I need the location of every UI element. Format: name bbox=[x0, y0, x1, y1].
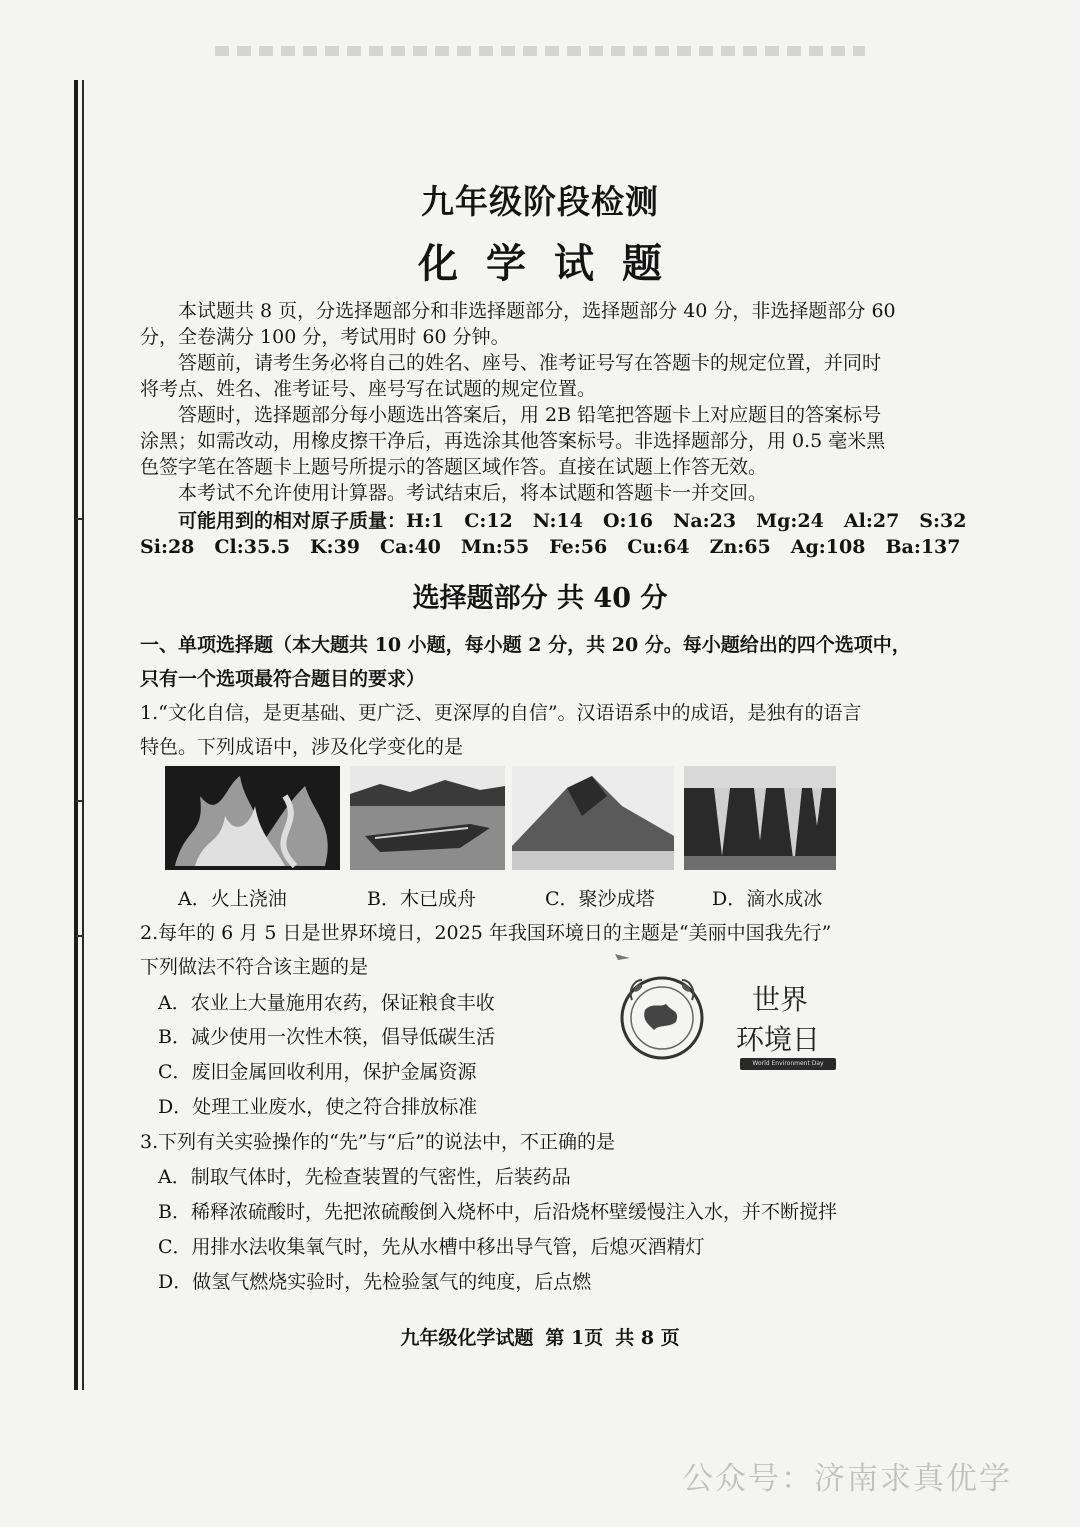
instruction-line: 分，全卷满分 100 分，考试用时 60 分钟。 bbox=[140, 326, 510, 348]
instruction-line: 本试题共 8 页，分选择题部分和非选择题部分，选择题部分 40 分，非选择题部分 60 bbox=[178, 300, 896, 322]
atomic-mass-row-1: 可能用到的相对原子质量：H:1 C:12 N:14 O:16 Na:23 Mg:24 Al:27 S:32 bbox=[178, 510, 967, 532]
binding-mark bbox=[76, 518, 82, 520]
subject-title: 化 学 试 题 bbox=[418, 240, 662, 287]
q1-option-b: B．木已成舟 bbox=[367, 888, 476, 910]
question-2-stem: 2.每年的 6 月 5 日是世界环境日，2025 年我国环境日的主题是“美丽中国我先行” bbox=[140, 922, 832, 944]
q1-option-a: A．火上浇油 bbox=[178, 888, 287, 910]
instruction-line: 本考试不允许使用计算器。考试结束后，将本试题和答题卡一并交回。 bbox=[178, 482, 768, 504]
q2-option-c: C．废旧金属回收利用，保护金属资源 bbox=[158, 1061, 477, 1083]
boat-image bbox=[350, 766, 505, 870]
part-heading: 一、单项选择题（本大题共 10 小题，每小题 2 分，共 20 分。每小题给出的四个选项中， bbox=[140, 634, 911, 656]
instruction-line: 答题前，请考生务必将自己的姓名、座号、准考证号写在答题卡的规定位置，并同时 bbox=[178, 352, 882, 374]
binding-mark bbox=[76, 935, 82, 937]
q2-option-b: B．减少使用一次性木筷，倡导低碳生活 bbox=[158, 1026, 495, 1048]
q3-option-a: A．制取气体时，先检查装置的气密性，后装药品 bbox=[158, 1166, 571, 1188]
q3-option-c: C．用排水法收集氧气时，先从水槽中移出导气管，后熄灭酒精灯 bbox=[158, 1236, 705, 1258]
instruction-line: 涂黑；如需改动，用橡皮擦干净后，再选涂其他答案标号。非选择题部分，用 0.5 毫米黑 bbox=[140, 430, 886, 452]
instruction-line: 将考点、姓名、准考证号、座号写在试题的规定位置。 bbox=[140, 378, 597, 400]
q1-option-d: D．滴水成冰 bbox=[712, 888, 823, 910]
scan-noise bbox=[215, 46, 865, 56]
question-3-stem: 3.下列有关实验操作的“先”与“后”的说法中，不正确的是 bbox=[140, 1131, 615, 1153]
logo-line-1: 世界 bbox=[752, 983, 809, 1016]
q2-option-a: A．农业上大量施用农药，保证粮食丰收 bbox=[158, 992, 495, 1014]
question-1-stem: 特色。下列成语中，涉及化学变化的是 bbox=[140, 736, 464, 758]
page-footer: 九年级化学试题 第 1页 共 8 页 bbox=[400, 1327, 680, 1349]
atomic-mass-row-2: Si:28 Cl:35.5 K:39 Ca:40 Mn:55 Fe:56 Cu:64 Zn:65 Ag:108 Ba:137 bbox=[140, 536, 961, 558]
q3-option-d: D．做氢气燃烧实验时，先检验氢气的纯度，后点燃 bbox=[158, 1271, 592, 1293]
question-2-stem: 下列做法不符合该主题的是 bbox=[140, 956, 369, 978]
globe-wreath-icon bbox=[610, 950, 720, 1080]
world-environment-day-logo bbox=[610, 950, 840, 1080]
binding-mark bbox=[76, 800, 82, 802]
instruction-line: 色签字笔在答题卡上题号所提示的答题区域作答。直接在试题上作答无效。 bbox=[140, 456, 768, 478]
logo-banner: World Environment Day bbox=[740, 1058, 836, 1070]
q3-option-b: B．稀释浓硫酸时，先把浓硫酸倒入烧杯中，后沿烧杯壁缓慢注入水，并不断搅拌 bbox=[158, 1201, 837, 1223]
exam-title: 九年级阶段检测 bbox=[421, 182, 659, 221]
fire-image bbox=[165, 766, 340, 870]
icicle-image bbox=[684, 766, 836, 870]
watermark: 公众号：济南求真优学 bbox=[682, 1461, 1012, 1497]
sand-tower-image bbox=[512, 766, 674, 870]
logo-line-2: 环境日 bbox=[736, 1023, 821, 1056]
instruction-line: 答题时，选择题部分每小题选出答案后，用 2B 铅笔把答题卡上对应题目的答案标号 bbox=[178, 404, 882, 426]
q2-option-d: D．处理工业废水，使之符合排放标准 bbox=[158, 1096, 478, 1118]
q1-option-c: C．聚沙成塔 bbox=[545, 888, 655, 910]
section-title: 选择题部分 共 40 分 bbox=[412, 583, 668, 614]
part-heading: 只有一个选项最符合题目的要求） bbox=[140, 668, 426, 690]
question-1-stem: 1.“文化自信，是更基础、更广泛、更深厚的自信”。汉语语系中的成语，是独有的语言 bbox=[140, 702, 862, 724]
